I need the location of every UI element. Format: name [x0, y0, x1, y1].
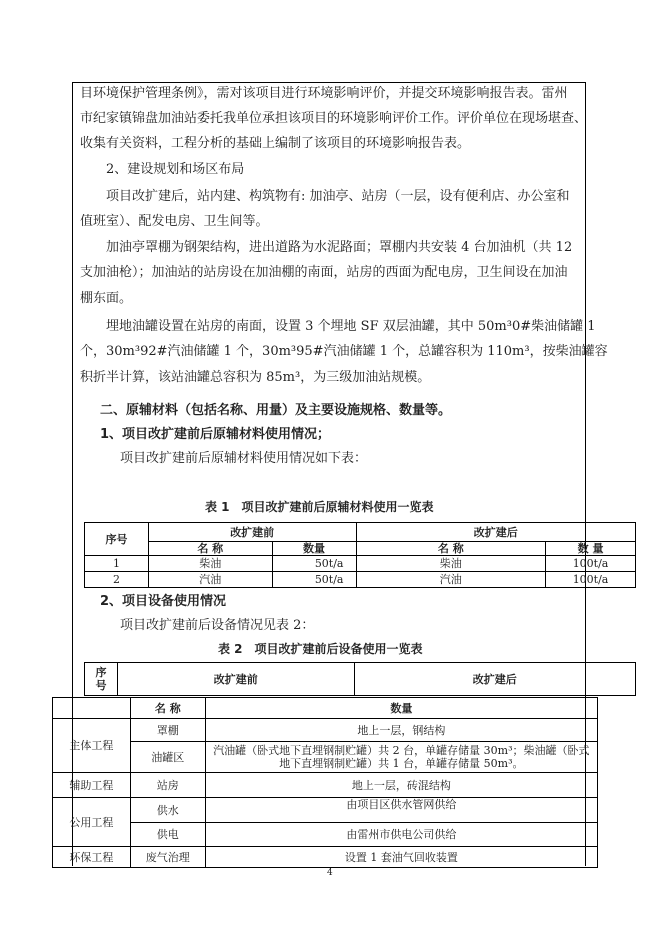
- materials-table: [84, 522, 636, 588]
- table-row: [85, 556, 636, 572]
- cell: 1: [85, 556, 149, 572]
- cell: 站房: [130, 773, 205, 798]
- paragraph-line: 收集有关资料，工程分析的基础上编制了该项目的环境影响报告表。: [80, 136, 471, 151]
- subheading: 2、建设规划和场区布局: [106, 162, 245, 177]
- cell: 100t/a: [546, 572, 636, 588]
- paragraph-line: 项目改扩建前后设备情况见表 2：: [120, 618, 315, 633]
- header-after: 改扩建后: [354, 663, 635, 696]
- cell: 汽油: [148, 572, 272, 588]
- header-name: 名 称: [130, 698, 205, 719]
- page-number: 4: [327, 868, 333, 878]
- category-cell: 环保工程: [53, 847, 131, 868]
- section-heading: 二、原辅材料（包括名称、用量）及主要设施规格、数量等。: [100, 403, 452, 418]
- table1-title: 表 1 项目改扩建前后原辅材料使用一览表: [205, 500, 434, 514]
- paragraph-line: 目环境保护管理条例》，需对该项目进行环境影响评价，并提交环境影响报告表。雷州: [80, 86, 568, 101]
- table-row: [85, 572, 636, 588]
- table2-title: 表 2 项目改扩建前后设备使用一览表: [218, 642, 423, 656]
- paragraph-line: 项目改扩建前后原辅材料使用情况如下表：: [120, 451, 368, 466]
- cell: 50t/a: [272, 572, 356, 588]
- paragraph-line: 市纪家镇锦盘加油站委托我单位承担该项目的环境影响评价工作。评价单位在现场堪查、: [80, 111, 588, 126]
- cell: 柴油: [148, 556, 272, 572]
- cell: 设置 1 套油气回收装置: [205, 847, 597, 868]
- equipment-table: [52, 697, 598, 868]
- cell: 由雷州市供电公司供给: [205, 823, 597, 847]
- cell: 罩棚: [130, 719, 205, 742]
- paragraph-line: 棚东面。: [80, 291, 133, 306]
- paragraph-line: 加油亭罩棚为钢架结构，进出道路为水泥路面；罩棚内共安装 4 台加油机（共 12: [106, 240, 573, 255]
- cell: 柴油: [356, 556, 546, 572]
- cell: 50t/a: [272, 556, 356, 572]
- equipment-table-header: [84, 662, 636, 696]
- paragraph-line: 积折半计算，该站油罐总容积为 85m³，为三级加油站规模。: [80, 370, 431, 385]
- subsection-heading: 1、项目改扩建前后原辅材料使用情况；: [100, 427, 331, 442]
- header-name: 名 称: [356, 542, 546, 556]
- cell: 地上一层，钢结构: [205, 719, 597, 742]
- header-qty: 数 量: [546, 542, 636, 556]
- header-after: 改扩建后: [356, 523, 636, 542]
- cell: 2: [85, 572, 149, 588]
- header-before: 改扩建前: [117, 663, 354, 696]
- paragraph-line: 埋地油罐设置在站房的南面，设置 3 个埋地 SF 双层油罐，其中 50m³0#柴油储罐 1: [106, 319, 596, 334]
- paragraph-line: 支加油枪）；加油站的站房设在加油棚的南面，站房的西面为配电房，卫生间设在加油: [80, 265, 568, 280]
- cell: 汽油罐（卧式地下直埋钢制贮罐）共 2 台，单罐存储量 30m³；柴油罐（卧式地下直埋钢制贮罐）共 1 台，单罐存储量 50m³。: [205, 742, 597, 773]
- cell: 油罐区: [130, 742, 205, 773]
- header-seq: 序号: [85, 523, 149, 556]
- header-seq: 序 号: [85, 663, 118, 696]
- cell: 供电: [130, 823, 205, 847]
- category-cell: 辅助工程: [53, 773, 131, 798]
- cell: 100t/a: [546, 556, 636, 572]
- category-cell: 公用工程: [53, 798, 131, 847]
- cell: 汽油: [356, 572, 546, 588]
- cell: 废气治理: [130, 847, 205, 868]
- cell: 供水: [130, 798, 205, 823]
- cell: 地上一层，砖混结构: [205, 773, 597, 798]
- cell: 由项目区供水管网供给: [205, 798, 597, 823]
- subsection-heading: 2、项目设备使用情况: [100, 594, 227, 609]
- paragraph-line: 个，30m³92#汽油储罐 1 个，30m³95#汽油储罐 1 个，总罐容积为 110m³，按柴油罐容: [80, 344, 608, 359]
- header-qty: 数量: [205, 698, 597, 719]
- paragraph-line: 项目改扩建后，站内建、构筑物有: 加油亭、站房（一层，设有便利店、办公室和: [106, 189, 570, 204]
- header-before: 改扩建前: [148, 523, 356, 542]
- header-qty: 数量: [272, 542, 356, 556]
- paragraph-line: 值班室）、配发电房、卫生间等。: [80, 214, 269, 229]
- blank-cell: [53, 698, 131, 719]
- header-name: 名 称: [148, 542, 272, 556]
- category-cell: 主体工程: [53, 719, 131, 773]
